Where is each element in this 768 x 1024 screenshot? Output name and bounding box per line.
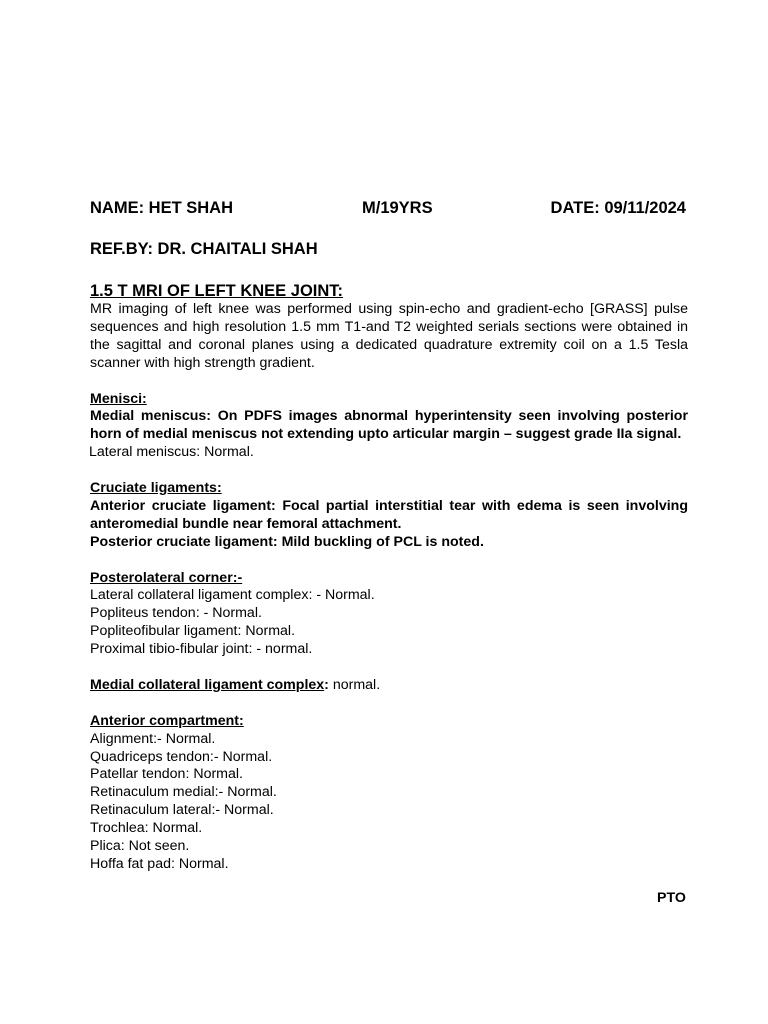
anterior-item: Quadriceps tendon:- Normal. — [90, 748, 273, 765]
posterolateral-item: Lateral collateral ligament complex: - Normal. — [90, 587, 375, 604]
anterior-item: Trochlea: Normal. — [90, 820, 203, 837]
patient-sex-age: M/19YRS — [362, 199, 433, 217]
anterior-item: Plica: Not seen. — [90, 838, 190, 855]
spacer — [90, 552, 688, 570]
patient-header — [90, 198, 688, 218]
mcl-heading: Medial collateral ligament complex — [90, 676, 325, 693]
acl-finding: Anterior cruciate ligament: Focal partial interstitial tear with edema is seen involving anteromedial bundle near femoral attachment. — [90, 497, 688, 532]
report-body — [90, 301, 688, 874]
medial-meniscus-finding: Medial meniscus: On PDFS images abnormal hyperintensity seen involving posterior horn of medial meniscus not extending upto articular margin – suggest grade IIa signal. — [90, 408, 688, 443]
anterior-item: Patellar tendon: Normal. — [90, 766, 243, 783]
pcl-finding: Posterior cruciate ligament: Mild buckling of PCL is noted. — [90, 533, 484, 550]
mcl-colon: : — [324, 676, 329, 693]
study-title: 1.5 T MRI OF LEFT KNEE JOINT: — [90, 282, 344, 300]
posterolateral-item: Popliteofibular ligament: Normal. — [90, 623, 296, 640]
spacer — [90, 373, 688, 391]
anterior-compartment-heading: Anterior compartment: — [90, 712, 244, 729]
anterior-item: Alignment:- Normal. — [90, 730, 216, 747]
anterior-item: Retinaculum lateral:- Normal. — [90, 802, 274, 819]
posterolateral-item: Popliteus tendon: - Normal. — [90, 605, 262, 622]
spacer — [90, 659, 688, 677]
spacer — [90, 462, 688, 480]
mcl-value: normal. — [328, 676, 381, 693]
posterolateral-item: Proximal tibio-fibular joint: - normal. — [90, 641, 313, 658]
pto-label: PTO — [657, 890, 686, 906]
menisci-heading: Menisci: — [90, 390, 147, 407]
lateral-meniscus-finding: Lateral meniscus: Normal. — [89, 444, 254, 461]
anterior-item: Retinaculum medial:- Normal. — [90, 784, 277, 801]
mcl-finding — [90, 677, 688, 695]
referring-doctor: REF.BY: DR. CHAITALI SHAH — [90, 240, 318, 258]
anterior-item: Hoffa fat pad: Normal. — [90, 856, 229, 873]
posterolateral-heading: Posterolateral corner:- — [90, 569, 243, 586]
cruciate-heading: Cruciate ligaments: — [90, 480, 222, 497]
report-page — [90, 198, 688, 874]
technique-paragraph: MR imaging of left knee was performed using spin-echo and gradient-echo [GRASS] pulse sequences and high resolution 1.5 mm T1-and T2 weighted serials sections were obtained in the sagittal and coronal planes using a dedicated quadrature extremity coil on a 1.5 Tesla scanner with high strength gradient. — [90, 301, 688, 371]
spacer — [90, 695, 688, 713]
patient-name: NAME: HET SHAH — [90, 199, 233, 217]
report-date: DATE: 09/11/2024 — [550, 199, 686, 217]
